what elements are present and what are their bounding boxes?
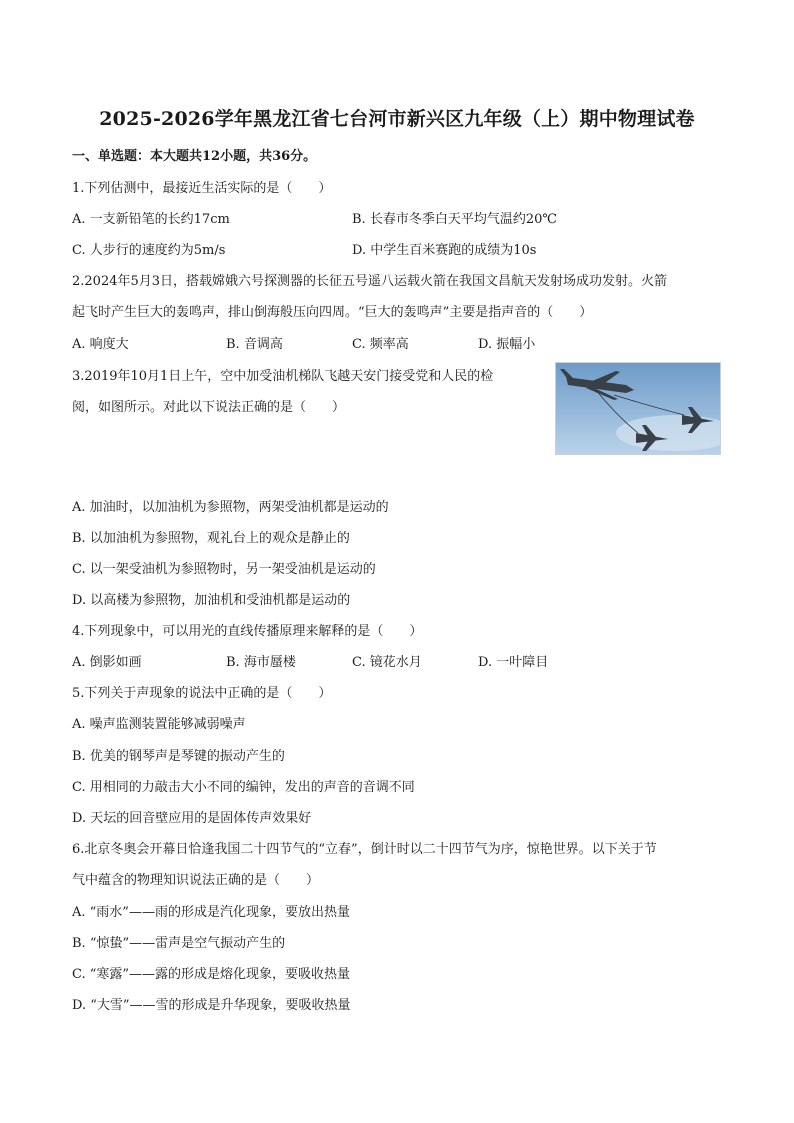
question-5-option-a: A. 噪声监测装置能够减弱噪声 xyxy=(72,717,246,732)
question-4-option-b: B. 海市蜃楼 xyxy=(226,655,296,670)
question-2-option-c: C. 频率高 xyxy=(352,337,409,352)
question-1-option-c: C. 人步行的速度约为5m/s xyxy=(72,243,226,258)
exam-title: 2025-2026学年黑龙江省七台河市新兴区九年级（上）期中物理试卷 xyxy=(99,108,695,130)
question-4-option-d: D. 一叶障目 xyxy=(478,655,549,670)
aircraft-formation-illustration xyxy=(556,363,720,454)
question-6-option-a: A. “雨水”——雨的形成是汽化现象，要放出热量 xyxy=(72,905,350,920)
question-3-option-a: A. 加油时，以加油机为参照物，两架受油机都是运动的 xyxy=(72,500,389,515)
question-2-option-d: D. 振幅小 xyxy=(478,337,536,352)
question-6-option-d: D. “大雪”——雪的形成是升华现象，要吸收热量 xyxy=(72,998,351,1013)
question-3-option-d: D. 以高楼为参照物，加油机和受油机都是运动的 xyxy=(72,593,351,608)
question-6-stem-line-2: 气中蕴含的物理知识说法正确的是（ ） xyxy=(72,873,320,888)
question-3-option-b: B. 以加油机为参照物，观礼台上的观众是静止的 xyxy=(72,531,350,546)
question-4-stem: 4.下列现象中，可以用光的直线传播原理来解释的是（ ） xyxy=(72,624,423,639)
question-6-option-c: C. “寒露”——露的形成是熔化现象，要吸收热量 xyxy=(72,967,351,982)
question-1-option-b: B. 长春市冬季白天平均气温约20℃ xyxy=(352,212,557,227)
question-5-option-b: B. 优美的钢琴声是琴键的振动产生的 xyxy=(72,749,285,764)
question-5-option-c: C. 用相同的力敲击大小不同的编钟，发出的声音的音调不同 xyxy=(72,780,415,795)
question-3-option-c: C. 以一架受油机为参照物时，另一架受油机是运动的 xyxy=(72,562,376,577)
question-6-stem-line-1: 6.北京冬奥会开幕日恰逢我国二十四节气的“立春”，倒计时以二十四节气为序，惊艳世界。以下关于节 xyxy=(72,842,657,857)
refueling-aircraft-photo xyxy=(555,362,721,455)
question-5-stem: 5.下列关于声现象的说法中正确的是（ ） xyxy=(72,686,332,701)
question-2-option-a: A. 响度大 xyxy=(72,337,129,352)
section-heading: 一、单选题：本大题共12小题，共36分。 xyxy=(72,149,317,164)
question-3-stem-line-2: 阅，如图所示。对此以下说法正确的是（ ） xyxy=(72,400,346,415)
question-2-stem-line-2: 起飞时产生巨大的轰鸣声，排山倒海般压向四周。“巨大的轰鸣声”主要是指声音的（ ） xyxy=(72,305,593,320)
question-1-option-d: D. 中学生百米赛跑的成绩为10s xyxy=(352,243,537,258)
question-2-stem-line-1: 2.2024年5月3日，搭载嫦娥六号探测器的长征五号遥八运载火箭在我国文昌航天发射场成功发射。火箭 xyxy=(72,274,668,289)
question-6-option-b: B. “惊蛰”——雷声是空气振动产生的 xyxy=(72,936,286,951)
question-4-option-c: C. 镜花水月 xyxy=(352,655,422,670)
question-3-stem-line-1: 3.2019年10月1日上午，空中加受油机梯队飞越天安门接受党和人民的检 xyxy=(72,369,494,384)
question-2-option-b: B. 音调高 xyxy=(226,337,283,352)
question-1-stem: 1.下列估测中，最接近生活实际的是（ ） xyxy=(72,181,332,196)
question-4-option-a: A. 倒影如画 xyxy=(72,655,142,670)
question-1-option-a: A. 一支新铅笔的长约17cm xyxy=(72,212,230,227)
question-5-option-d: D. 天坛的回音壁应用的是固体传声效果好 xyxy=(72,811,312,826)
